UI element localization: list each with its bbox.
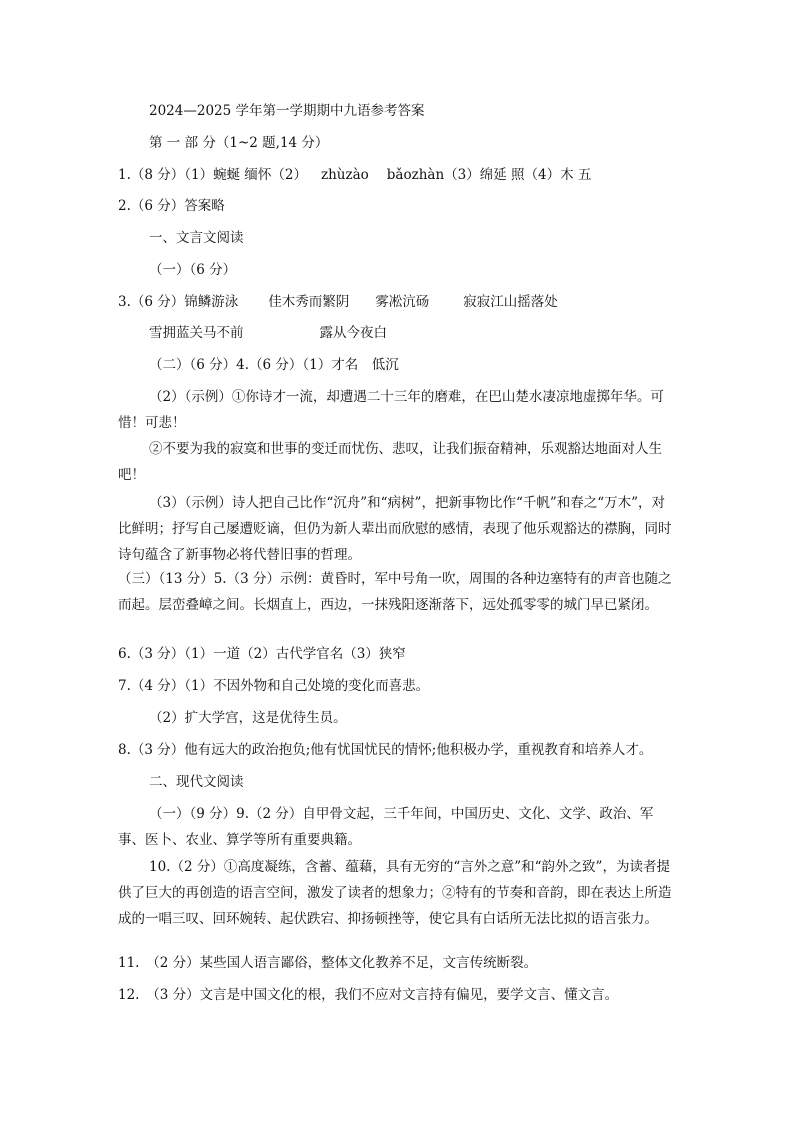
part-one-heading: 第 一 部 分（1~2 题,14 分） xyxy=(149,135,329,151)
question-8: 8.（3 分）他有远大的政治抱负;他有忧国忧民的情怀;他积极办学，重视教育和培养人才。 xyxy=(118,742,653,758)
question-3-answer-c: 雾凇沆砀 xyxy=(375,294,430,310)
question-11: 11. （2 分）某些国人语言鄙俗，整体文化教养不足，文言传统断裂。 xyxy=(118,955,538,971)
question-4-part-2-a: （2）（示例）①你诗才一流，却遭遇二十三年的磨难，在巴山楚水凄凉地虚掷年华。可惜！可悲！ xyxy=(118,389,664,431)
question-1 xyxy=(118,162,591,188)
question-6: 6.（3 分）（1）一道（2）古代学官名（3）狭窄 xyxy=(118,646,406,662)
question-7-part-2: （2）扩大学宫，这是优待生员。 xyxy=(149,710,347,726)
question-4-part-3: （3）（示例）诗人把自己比作“沉舟”和“病树”，把新事物比作“千帆”和春之“万木”，对比鲜明；抒写自己屡遭贬谪，但仍为新人辈出而欣慰的感情，表现了他乐观豁达的襟胸，同时诗句蕴含了新事物必将代替旧事的哲理。 xyxy=(118,495,672,563)
question-1-part-c: bǎozhàn（3）绵延 照（4）木 五 xyxy=(386,167,592,183)
question-10: 10.（2 分）①高度凝练，含蓄、蕴藉，具有无穷的“言外之意”和“韵外之致”，为读者提供了巨大的再创造的语言空间，激发了读者的想象力；②特有的节奏和音韵，即在表达上所造成的一唱三叹、回环婉转、起伏跌宕、抑扬顿挫等，使它具有白话所无法比拟的语言张力。 xyxy=(118,859,672,927)
subsection-3-question-5: （三）（13 分）5.（3 分）示例：黄昏时，军中号角一吹，周围的各种边塞特有的声音也随之而起。层峦叠嶂之间。长烟直上，西边，一抹残阳逐渐落下，远处孤零零的城门早已紧闭。 xyxy=(118,571,672,613)
document-title: 2024—2025 学年第一学期期中九语参考答案 xyxy=(149,103,425,119)
question-3-answer-b: 佳木秀而繁阴 xyxy=(268,294,350,310)
question-4-part-2-b: ②不要为我的寂寞和世事的变迁而忧伤、悲叹，让我们振奋精神，乐观豁达地面对人生吧！ xyxy=(118,441,662,483)
subsection-1: （一）（6 分） xyxy=(149,262,237,278)
question-9: （一）（9 分）9.（2 分）自甲骨文起，三千年间，中国历史、文化、文学、政治、军事、医卜、农业、算学等所有重要典籍。 xyxy=(118,806,654,848)
question-3-answer-e: 雪拥蓝关马不前 xyxy=(149,325,244,341)
question-1-pinyin-1: zhùzào xyxy=(320,167,369,183)
question-3-line-2 xyxy=(149,320,387,346)
question-3-answer-f: 露从今夜白 xyxy=(319,325,387,341)
question-3-line-1 xyxy=(118,289,558,315)
question-3-answer-a: 3.（6 分）锦鳞游泳 xyxy=(118,294,239,310)
section-classical-reading: 一、文言文阅读 xyxy=(149,230,244,246)
question-2: 2.（6 分）答案略 xyxy=(118,198,225,214)
subsection-2-question-4: （二）（6 分）4.（6 分）（1）才名 低沉 xyxy=(149,357,399,373)
question-1-part-a: 1.（8 分）（1）蜿蜒 缅怀（2） xyxy=(118,167,307,183)
section-modern-reading: 二、现代文阅读 xyxy=(149,774,244,790)
question-7-part-1: 7.（4 分）（1）不因外物和自己处境的变化而喜悲。 xyxy=(118,678,430,694)
question-12: 12. （3 分）文言是中国文化的根，我们不应对文言持有偏见，要学文言、懂文言。 xyxy=(118,987,619,1003)
question-3-answer-d: 寂寂江山摇落处 xyxy=(463,294,558,310)
